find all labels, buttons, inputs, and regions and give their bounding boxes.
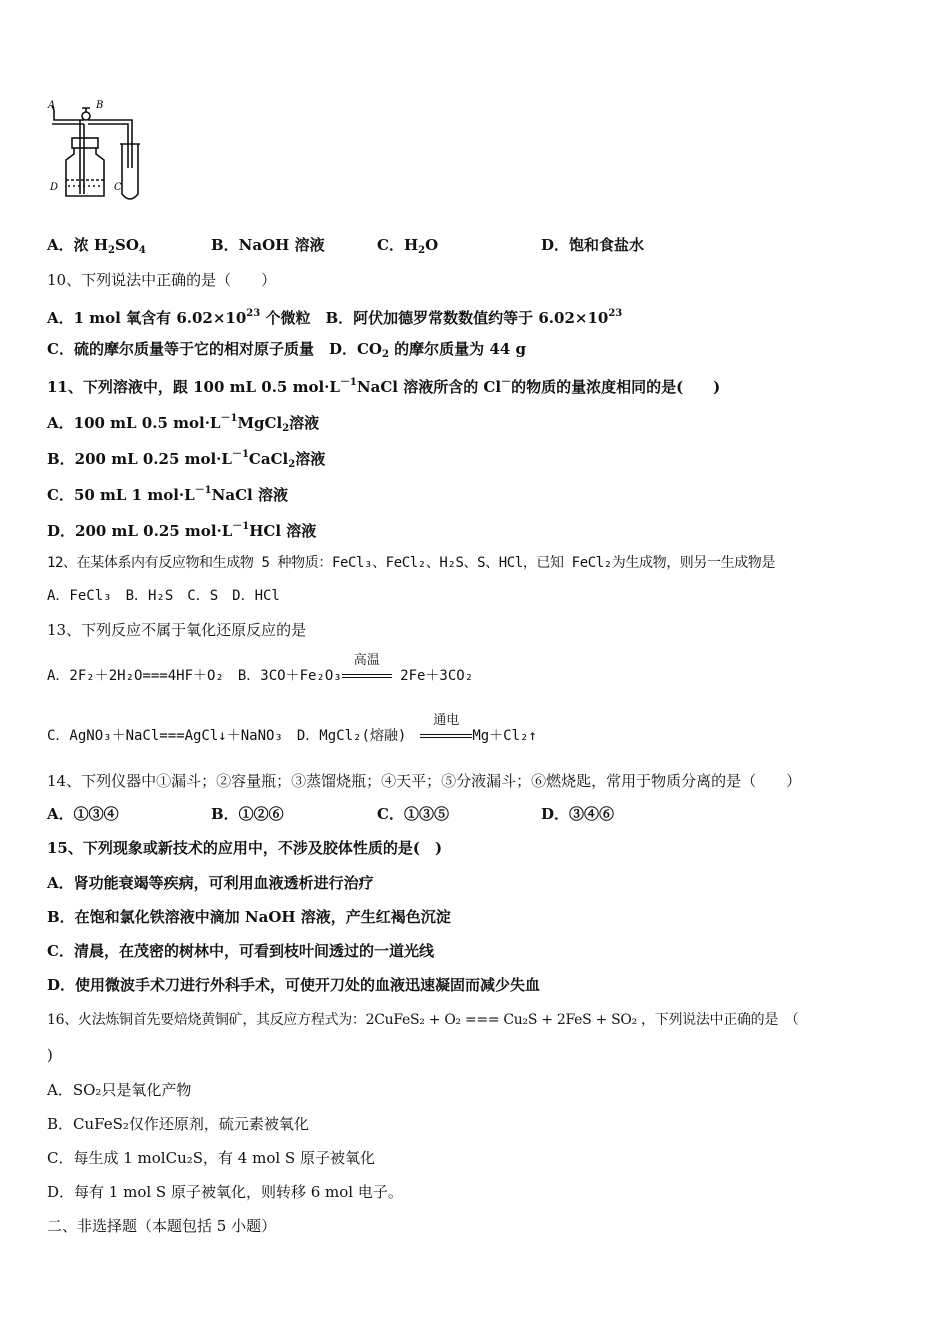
q16-option-a[interactable]: A．SO₂只是氧化产物 [47, 1081, 192, 1099]
label-a: A [48, 100, 56, 111]
q11-option-c[interactable]: C．50 mL 1 $mol\cdot L^{-1}NaCl$ 溶液 [47, 485, 288, 504]
q13-stem: 13、下列反应不属于氧化还原反应的是 [47, 621, 307, 639]
q15-stem: 15、下列现象或新技术的应用中，不涉及胶体性质的是( ) [47, 839, 443, 857]
q11-option-a[interactable]: A．100 mL 0.5 $mol\cdot L^{-1}MgCl_2$溶液 [47, 413, 320, 434]
q14-option-a[interactable]: A．①③④ [47, 805, 119, 823]
q9-option-d[interactable]: D．饱和食盐水 [541, 236, 645, 254]
label-c: C [114, 182, 122, 193]
label-d: D [50, 182, 59, 193]
q11-option-d[interactable]: D．200 mL 0.25 $mol\cdot L^{-1}HCl$ 溶液 [47, 521, 317, 540]
q9-option-a[interactable]: A．浓 $H_2SO_4$ [47, 236, 146, 256]
section-2-title: 二、非选择题（本题包括 5 小题） [47, 1217, 277, 1235]
q15-option-d[interactable]: D．使用微波手术刀进行外科手术，可使开刀处的血液迅速凝固而减少失血 [47, 976, 541, 994]
condition-high-temp: 高温 [342, 666, 392, 686]
q14-option-b[interactable]: B．①②⑥ [211, 805, 284, 823]
q12-options[interactable]: A．FeCl₃ B．H₂S C．S D．HCl [47, 588, 280, 604]
q11-stem: 11、下列溶液中，跟 100 mL 0.5 $mol\cdot L^{-1}NaCl$ 溶液所含的 Cl－的物质的量浓度相同的是( ) [47, 377, 721, 396]
q10-options-ab [47, 304, 622, 328]
q14-stem: 14、下列仪器中①漏斗；②容量瓶；③蒸馏烧瓶；④天平；⑤分液漏斗；⑥燃烧匙，常用于物质分离的是（ ） [47, 772, 802, 790]
q10-option-b[interactable]: B．阿伏加德罗常数数值约等于 $6.02\times 10^{23}$ [325, 308, 623, 327]
q9-option-b[interactable]: B．NaOH 溶液 [211, 236, 325, 254]
q10-options-cd [47, 339, 526, 365]
label-b: B [96, 100, 104, 111]
q10-option-a[interactable]: A．1 mol 氧含有 $6.02\times 10^{23}$ 个微粒 [47, 308, 326, 327]
q9-option-c[interactable]: C．$H_2O$ [377, 236, 439, 256]
q11-option-b[interactable]: B．200 mL 0.25 $mol\cdot L^{-1}CaCl_2$溶液 [47, 449, 326, 470]
q13-options-cd [47, 713, 537, 746]
q13-options-ab [47, 653, 474, 686]
q13-option-d[interactable]: D．MgCl₂(熔融) 通电 Mg＋Cl₂↑ [296, 713, 537, 744]
q12-stem: 12、在某体系内有反应物和生成物 5 种物质：FeCl₃、FeCl₂、H₂S、S、HCl，已知 FeCl₂为生成物，则另一生成物是 [47, 555, 776, 571]
q15-option-c[interactable]: C．清晨，在茂密的树林中，可看到枝叶间透过的一道光线 [47, 942, 434, 960]
q13-option-c[interactable]: C．AgNO₃＋NaCl===AgCl↓＋NaNO₃ [47, 728, 297, 744]
q13-option-a[interactable]: A．2F₂＋2H₂O===4HF＋O₂ [47, 668, 238, 684]
q14-option-c[interactable]: C．①③⑤ [377, 805, 449, 823]
q16-option-c[interactable]: C．每生成 1 molCu₂S，有 4 mol S 原子被氧化 [47, 1149, 375, 1167]
q13-option-b[interactable]: B．3CO＋Fe₂O₃ 高温 2Fe＋3CO₂ [237, 653, 474, 684]
condition-electrolysis: 通电 [420, 726, 472, 746]
q15-option-a[interactable]: A．肾功能衰竭等疾病，可利用血液透析进行治疗 [47, 874, 374, 892]
q16-stem: 16、火法炼铜首先要焙烧黄铜矿，其反应方程式为：2CuFeS₂ + O₂ === Cu₂S + 2FeS + SO₂ ，下列说法中正确的是 （ [47, 1012, 799, 1028]
q15-option-b[interactable]: B．在饱和氯化铁溶液中滴加 NaOH 溶液，产生红褐色沉淀 [47, 908, 451, 926]
q16-option-d[interactable]: D．每有 1 mol S 原子被氧化，则转移 6 mol 电子。 [47, 1183, 403, 1201]
gas-washing-apparatus-figure [44, 98, 144, 206]
q14-option-d[interactable]: D．③④⑥ [541, 805, 615, 823]
q16-option-b[interactable]: B．CuFeS₂仅作还原剂，硫元素被氧化 [47, 1115, 309, 1133]
q10-option-c[interactable]: C．硫的摩尔质量等于它的相对原子质量 [47, 340, 329, 358]
q10-option-d[interactable]: D．$CO_2$ 的摩尔质量为 44 g [328, 340, 526, 360]
q10-stem: 10、下列说法中正确的是（ ） [47, 271, 277, 289]
q16-stem-cont: ) [47, 1046, 53, 1064]
